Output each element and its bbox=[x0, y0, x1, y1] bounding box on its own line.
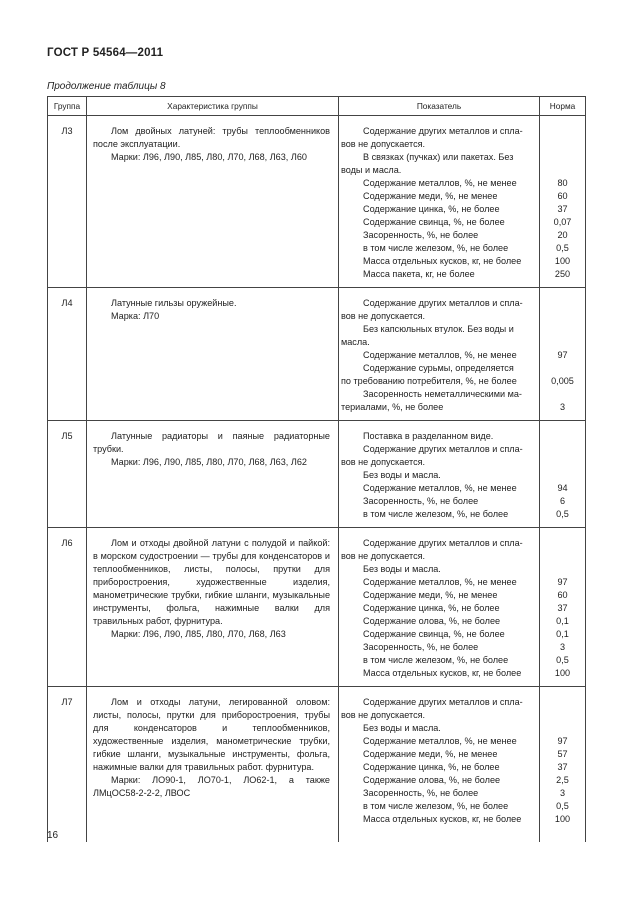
table-row bbox=[48, 288, 586, 421]
indicator-line: Засоренность, %, не более bbox=[363, 788, 479, 798]
norm-value: 37 bbox=[557, 603, 568, 613]
indicator-line: Содержание меди, %, не менее bbox=[363, 191, 498, 201]
norm-value: 37 bbox=[557, 204, 568, 214]
characteristic-paragraph: Латунные радиаторы и паяные радиаторные трубки. bbox=[93, 431, 330, 454]
norm-value: 97 bbox=[557, 577, 568, 587]
norm-value: 2,5 bbox=[556, 775, 569, 785]
characteristic-paragraph: Марки: ЛО90-1, ЛО70-1, ЛО62-1, а также ЛМцОС58-2-2-2, ЛВОС bbox=[93, 775, 330, 798]
indicator-line: Содержание металлов, %, не менее bbox=[363, 483, 517, 493]
indicator-line: Масса отдельных кусков, кг, не более bbox=[363, 814, 522, 824]
norm-value: 0,005 bbox=[551, 376, 574, 386]
norm-value bbox=[540, 336, 585, 349]
indicator-line: Без воды и масла. bbox=[363, 564, 441, 574]
indicator-line: Содержание цинка, %, не более bbox=[363, 603, 500, 613]
norm-value: 6 bbox=[559, 496, 566, 506]
norm-value bbox=[540, 362, 585, 375]
norm-value: 100 bbox=[554, 814, 571, 824]
norm-value bbox=[540, 138, 585, 151]
table-row bbox=[48, 528, 586, 687]
norm-value bbox=[540, 310, 585, 323]
norm-value: 0,5 bbox=[556, 509, 569, 519]
table-row bbox=[48, 116, 586, 288]
indicator-line: Без воды и масла. bbox=[363, 723, 441, 733]
indicator-line: в том числе железом, %, не более bbox=[363, 801, 509, 811]
indicator-line: Содержание свинца, %, не более bbox=[363, 629, 505, 639]
col-header-norm: Норма bbox=[540, 97, 586, 116]
indicator-line: в том числе железом, %, не более bbox=[363, 243, 509, 253]
characteristic-paragraph: Лом и отходы латуни, легированной оловом: листы, полосы, прутки для приборостроения, трубы для конденсаторов и теплообменников, художественные изделия, манометрические трубки, гибкие шланги, музыкальные инструменты, фольга, нажимные валки для травильных работ. фурнитура. bbox=[93, 697, 330, 772]
indicator-line: вов не допускается. bbox=[341, 311, 426, 321]
norm-values bbox=[540, 288, 586, 421]
col-header-indicator: Показатель bbox=[339, 97, 540, 116]
table-header-row bbox=[48, 97, 586, 116]
indicator-line: В связках (пучках) или пакетах. Без bbox=[363, 152, 514, 162]
characteristic-paragraph: Марка: Л70 bbox=[111, 311, 160, 321]
indicator-line: Содержание меди, %, не менее bbox=[363, 749, 498, 759]
composition-table bbox=[47, 96, 586, 842]
indicator-line: вов не допускается. bbox=[341, 457, 426, 467]
norm-value: 20 bbox=[557, 230, 568, 240]
indicator-line: в том числе железом, %, не более bbox=[363, 509, 509, 519]
table-body bbox=[48, 116, 586, 843]
indicator-line: териалами, %, не более bbox=[341, 402, 444, 412]
indicator-line: воды и масла. bbox=[341, 165, 402, 175]
indicator-line: Содержание сурьмы, определяется bbox=[363, 363, 514, 373]
table-row bbox=[48, 421, 586, 528]
characteristic-paragraph: Марки: Л96, Л90, Л85, Л80, Л70, Л68, Л63, Л62 bbox=[111, 457, 307, 467]
group-code: Л4 bbox=[48, 288, 87, 421]
norm-value bbox=[540, 696, 585, 709]
group-characteristic bbox=[87, 528, 339, 687]
norm-value: 0,1 bbox=[556, 616, 569, 626]
indicator-line: Засоренность неметаллическими ма- bbox=[363, 389, 522, 399]
norm-value bbox=[540, 297, 585, 310]
indicator-line: Содержание свинца, %, не более bbox=[363, 217, 505, 227]
group-code: Л7 bbox=[48, 687, 87, 843]
norm-value: 94 bbox=[557, 483, 568, 493]
table-caption: Продолжение таблицы 8 bbox=[47, 81, 166, 92]
indicator-line: Содержание олова, %, не более bbox=[363, 616, 501, 626]
norm-value bbox=[540, 469, 585, 482]
indicator-line: Масса отдельных кусков, кг, не более bbox=[363, 256, 522, 266]
indicator-list bbox=[339, 421, 540, 528]
indicator-line: в том числе железом, %, не более bbox=[363, 655, 509, 665]
indicator-line: Содержание других металлов и спла- bbox=[363, 298, 523, 308]
norm-value: 3 bbox=[559, 642, 566, 652]
group-characteristic bbox=[87, 288, 339, 421]
indicator-line: Содержание металлов, %, не менее bbox=[363, 736, 517, 746]
norm-value bbox=[540, 125, 585, 138]
group-characteristic bbox=[87, 421, 339, 528]
norm-values bbox=[540, 421, 586, 528]
indicator-line: Масса пакета, кг, не более bbox=[363, 269, 475, 279]
norm-value: 97 bbox=[557, 350, 568, 360]
indicator-line: вов не допускается. bbox=[341, 710, 426, 720]
norm-value: 60 bbox=[557, 590, 568, 600]
indicator-list bbox=[339, 687, 540, 843]
norm-value: 0,1 bbox=[556, 629, 569, 639]
indicator-line: Содержание олова, %, не более bbox=[363, 775, 501, 785]
norm-value: 0,5 bbox=[556, 243, 569, 253]
indicator-line: Содержание металлов, %, не менее bbox=[363, 178, 517, 188]
indicator-line: Содержание других металлов и спла- bbox=[363, 126, 523, 136]
group-code: Л6 bbox=[48, 528, 87, 687]
document-header: ГОСТ Р 54564—2011 bbox=[47, 47, 164, 59]
indicator-line: Содержание металлов, %, не менее bbox=[363, 350, 517, 360]
norm-value bbox=[540, 323, 585, 336]
indicator-line: Без воды и масла. bbox=[363, 470, 441, 480]
norm-value bbox=[540, 164, 585, 177]
indicator-line: Содержание металлов, %, не менее bbox=[363, 577, 517, 587]
indicator-line: Без капсюльных втулок. Без воды и bbox=[363, 324, 514, 334]
norm-value bbox=[540, 456, 585, 469]
norm-value: 0,07 bbox=[553, 217, 572, 227]
norm-values bbox=[540, 687, 586, 843]
group-code: Л5 bbox=[48, 421, 87, 528]
norm-value bbox=[540, 537, 585, 550]
group-characteristic bbox=[87, 116, 339, 288]
page-number: 16 bbox=[47, 830, 59, 841]
norm-value: 3 bbox=[559, 402, 566, 412]
indicator-list bbox=[339, 528, 540, 687]
col-header-characteristic: Характеристика группы bbox=[87, 97, 339, 116]
indicator-line: Поставка в разделанном виде. bbox=[363, 431, 494, 441]
table-row bbox=[48, 687, 586, 843]
indicator-list bbox=[339, 288, 540, 421]
norm-value: 37 bbox=[557, 762, 568, 772]
indicator-line: Содержание других металлов и спла- bbox=[363, 444, 523, 454]
norm-value: 0,5 bbox=[556, 655, 569, 665]
norm-value bbox=[540, 430, 585, 443]
norm-value: 80 bbox=[557, 178, 568, 188]
norm-values bbox=[540, 116, 586, 288]
norm-values bbox=[540, 528, 586, 687]
characteristic-paragraph: Марки: Л96, Л90, Л85, Л80, Л70, Л68, Л63, Л60 bbox=[111, 152, 307, 162]
indicator-line: масла. bbox=[341, 337, 370, 347]
norm-value: 97 bbox=[557, 736, 568, 746]
col-header-group: Группа bbox=[48, 97, 87, 116]
indicator-line: Засоренность, %, не более bbox=[363, 642, 479, 652]
indicator-line: Содержание других металлов и спла- bbox=[363, 538, 523, 548]
indicator-line: Содержание цинка, %, не более bbox=[363, 204, 500, 214]
indicator-line: Содержание других металлов и спла- bbox=[363, 697, 523, 707]
norm-value: 250 bbox=[554, 269, 571, 279]
norm-value bbox=[540, 550, 585, 563]
norm-value bbox=[540, 151, 585, 164]
indicator-line: Засоренность, %, не более bbox=[363, 230, 479, 240]
norm-value bbox=[540, 443, 585, 456]
norm-value: 100 bbox=[554, 668, 571, 678]
group-characteristic bbox=[87, 687, 339, 843]
characteristic-paragraph: Марки: Л96, Л90, Л85, Л80, Л70, Л68, Л63 bbox=[111, 629, 286, 639]
indicator-line: Засоренность, %, не более bbox=[363, 496, 479, 506]
indicator-line: вов не допускается. bbox=[341, 551, 426, 561]
norm-value: 3 bbox=[559, 788, 566, 798]
characteristic-paragraph: Лом и отходы двойной латуни с полудой и пайкой: в морском судостроении — трубы для конденсаторов и теплообменников, листы, полосы, прутки для приборостроения, художественные изделия, манометрические трубки, гибкие шланги, музыкальные инструменты, фольга, нажимные валки для травильных работ, фурнитура. bbox=[93, 538, 330, 626]
indicator-line: Масса отдельных кусков, кг, не более bbox=[363, 668, 522, 678]
norm-value: 0,5 bbox=[556, 801, 569, 811]
group-code: Л3 bbox=[48, 116, 87, 288]
norm-value: 57 bbox=[557, 749, 568, 759]
norm-value bbox=[540, 388, 585, 401]
norm-value bbox=[540, 563, 585, 576]
indicator-line: Содержание цинка, %, не более bbox=[363, 762, 500, 772]
indicator-list bbox=[339, 116, 540, 288]
indicator-line: Содержание меди, %, не менее bbox=[363, 590, 498, 600]
norm-value: 60 bbox=[557, 191, 568, 201]
characteristic-paragraph: Лом двойных латуней: трубы теплообменников после эксплуатации. bbox=[93, 126, 330, 149]
norm-value bbox=[540, 709, 585, 722]
indicator-line: по требованию потребителя, %, не более bbox=[341, 376, 517, 386]
norm-value: 100 bbox=[554, 256, 571, 266]
norm-value bbox=[540, 722, 585, 735]
characteristic-paragraph: Латунные гильзы оружейные. bbox=[111, 298, 237, 308]
indicator-line: вов не допускается. bbox=[341, 139, 426, 149]
